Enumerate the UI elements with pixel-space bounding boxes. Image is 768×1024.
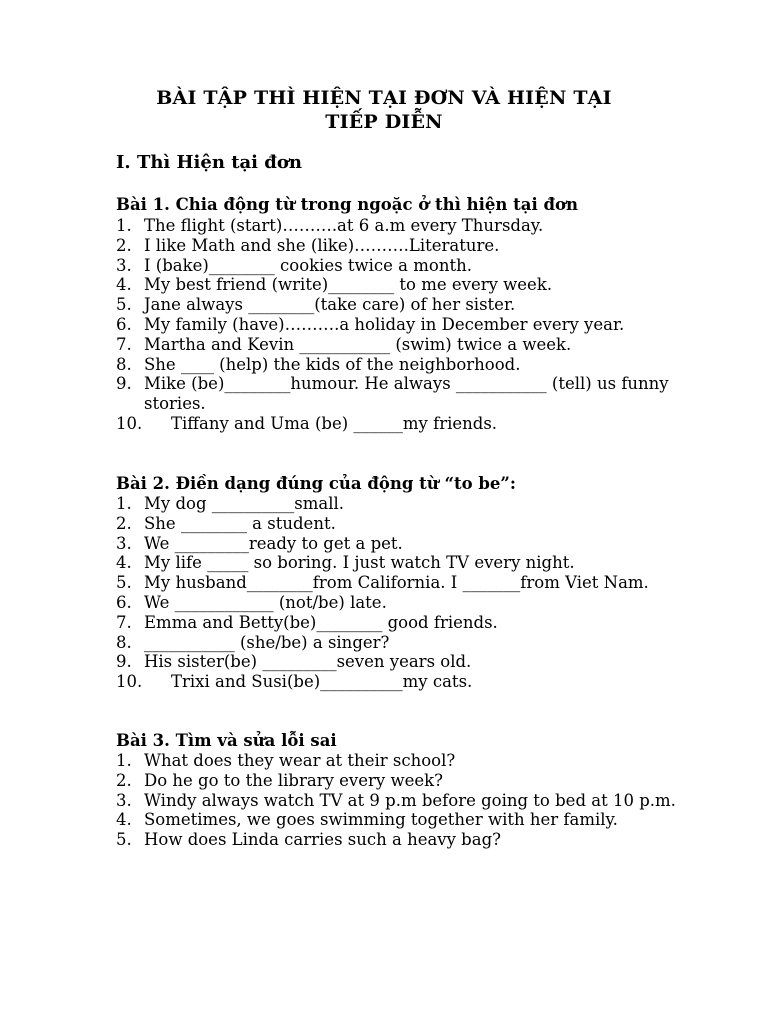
list-item [116,295,676,315]
title-line-1: BÀI TẬP THÌ HIỆN TẠI ĐƠN VÀ HIỆN TẠI [156,87,612,109]
item-number: 5. [116,573,132,593]
list-item [116,593,676,613]
item-text: Emma and Betty(be)________ good friends. [144,612,498,632]
item-text: Tiffany and Uma (be) ______my friends. [171,413,498,433]
item-number: 4. [116,275,132,295]
item-text: My life _____ so boring. I just watch TV every night. [144,553,575,573]
item-number: 7. [116,612,132,632]
item-number: 5. [116,295,132,315]
list-item [116,315,676,335]
list-item [116,751,676,771]
item-text: Trixi and Susi(be)__________my cats. [171,672,473,692]
item-text: My family (have)……….a holiday in December every year. [144,314,625,334]
item-number: 9. [116,374,132,394]
list-item [116,374,676,414]
item-text: She ________ a student. [144,513,336,533]
item-text: She ____ (help) the kids of the neighborhood. [144,354,521,374]
list-item [116,494,676,514]
list-item [116,414,676,434]
list-item [116,652,676,672]
item-text: The flight (start)……….at 6 a.m every Thursday. [144,216,544,235]
list-item [116,633,676,653]
list-item [116,553,676,573]
exercise-3-list [116,751,676,850]
item-number: 7. [116,334,132,354]
item-number: 6. [116,314,132,334]
item-number: 3. [116,533,132,553]
exercise-2-list [116,494,676,692]
item-text: What does they wear at their school? [144,751,456,770]
exercise-2-heading: Bài 2. Điền dạng đúng của động từ “to be”: [116,474,517,493]
list-item [116,830,676,850]
item-text: How does Linda carries such a heavy bag? [144,830,501,850]
item-number: 9. [116,652,132,672]
document-title [100,86,668,134]
item-text: My dog __________small. [144,494,345,513]
item-text: Windy always watch TV at 9 p.m before going to bed at 10 p.m. [144,790,676,810]
item-text: I like Math and she (like)……….Literature. [144,235,500,255]
list-item [116,613,676,633]
item-number: 10. [116,672,143,692]
item-text: My best friend (write)________ to me every week. [144,275,553,295]
list-item [116,236,676,256]
item-text: I (bake)________ cookies twice a month. [144,255,472,275]
list-item [116,514,676,534]
item-text: My husband________from California. I _______from Viet Nam. [144,573,649,593]
item-number: 2. [116,235,132,255]
item-number: 8. [116,632,132,652]
item-number: 8. [116,354,132,374]
item-number: 6. [116,592,132,612]
item-text: Jane always ________(take care) of her sister. [144,295,516,315]
exercise-1-heading: Bài 1. Chia động từ trong ngoặc ở thì hiện tại đơn [116,195,578,214]
list-item [116,216,676,236]
item-text: His sister(be) _________seven years old. [144,652,472,672]
list-item [116,791,676,811]
item-number: 10. [116,413,143,433]
item-text: Martha and Kevin ___________ (swim) twice a week. [144,334,572,354]
item-number: 1. [116,216,132,235]
item-text: We ____________ (not/be) late. [144,592,387,612]
item-text: Do he go to the library every week? [144,770,443,790]
item-number: 4. [116,553,132,573]
item-number: 3. [116,790,132,810]
list-item [116,534,676,554]
item-text: ___________ (she/be) a singer? [144,632,390,652]
list-item [116,256,676,276]
item-number: 2. [116,513,132,533]
item-text: Sometimes, we goes swimming together with her family. [144,810,618,830]
list-item [116,573,676,593]
list-item [116,355,676,375]
item-number: 1. [116,751,132,770]
list-item [116,335,676,355]
item-text: Mike (be)________humour. He always ___________ (tell) us funny stories. [144,374,674,414]
item-number: 1. [116,494,132,513]
item-number: 5. [116,830,132,850]
list-item [116,672,676,692]
item-number: 3. [116,255,132,275]
item-number: 2. [116,770,132,790]
section-heading: I. Thì Hiện tại đơn [116,152,302,173]
list-item [116,771,676,791]
item-text: We _________ready to get a pet. [144,533,403,553]
exercise-1-list [116,216,676,434]
title-line-2: TIẾP DIỄN [325,111,443,133]
list-item [116,275,676,295]
exercise-3-heading: Bài 3. Tìm và sửa lỗi sai [116,731,337,750]
list-item [116,810,676,830]
item-number: 4. [116,810,132,830]
